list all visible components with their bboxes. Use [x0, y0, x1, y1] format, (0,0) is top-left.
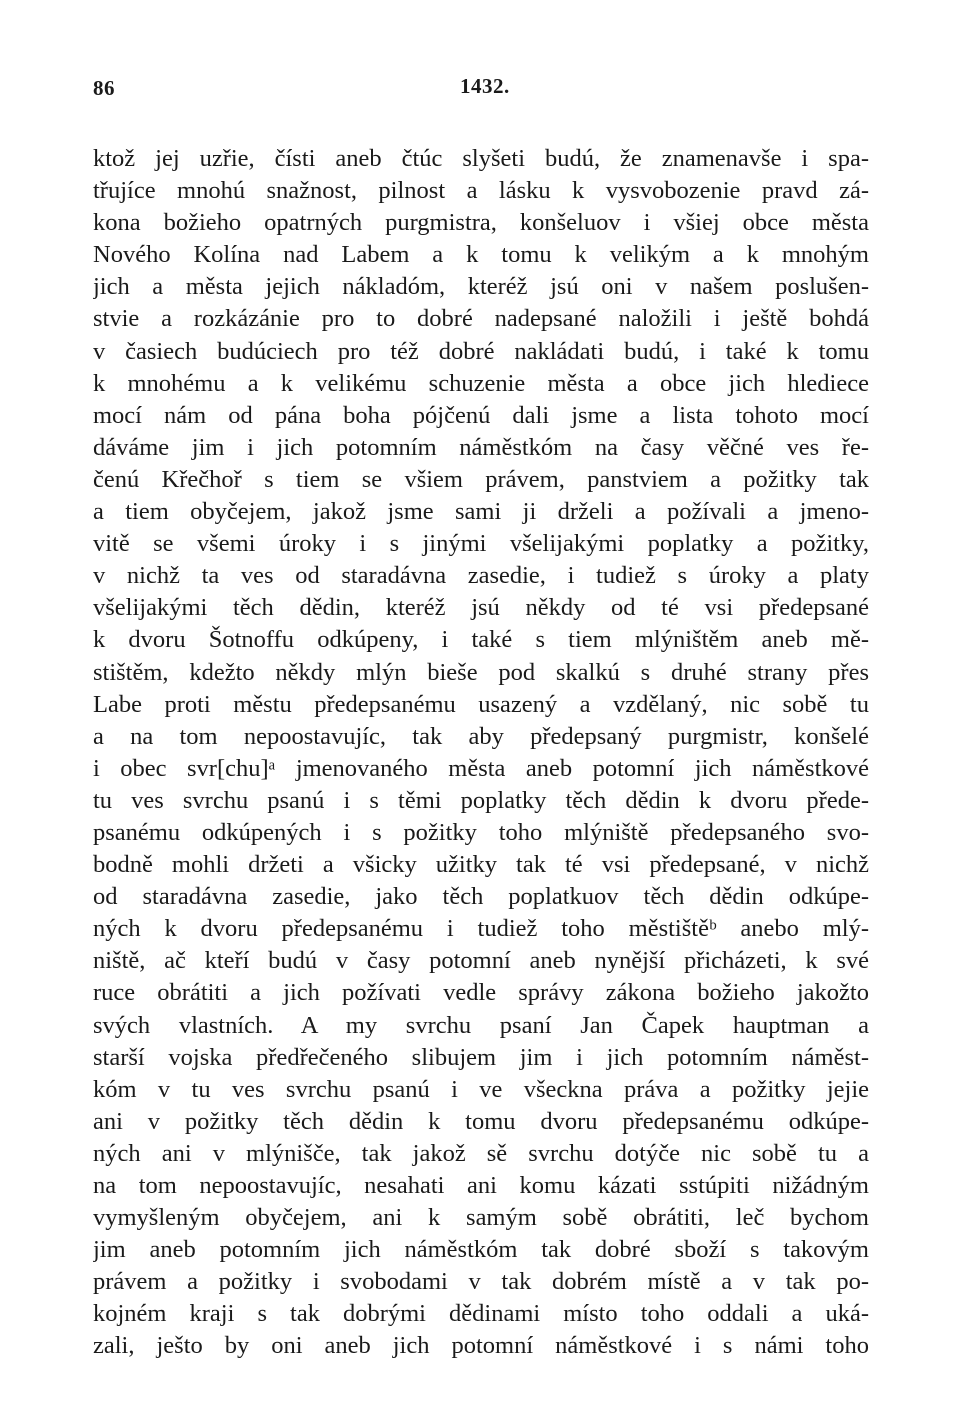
text-line: i obec svr[chu]ᵃ jmenovaného města aneb potomní jich náměstkové — [93, 754, 869, 782]
text-line: stvie a rozkázánie pro to dobré nadepsané naložili i ještě bohdá — [93, 305, 869, 333]
body-text — [93, 143, 869, 1363]
text-line: a na tom nepoostavujíc, tak aby předepsaný purgmistr, konšelé — [93, 722, 869, 750]
text-line: zali, ješto by oni aneb jich potomní náměstkové i s námi toho — [93, 1332, 869, 1360]
text-line: Nového Kolína nad Labem a k tomu k velikým a k mnohým — [93, 241, 869, 269]
text-line: všelijakými těch dědin, kteréž jsú někdy od té vsi předepsané — [93, 594, 869, 622]
text-line: ných k dvoru předepsanému i tudiež toho městištěᵇ anebo mlý- — [93, 915, 869, 943]
text-line: ných ani v mlýnišče, tak jakož sě svrchu dotýče nic sobě tu a — [93, 1139, 869, 1167]
page-number: 86 — [93, 76, 115, 100]
text-line: stištěm, kdežto někdy mlýn bieše pod skalkú s druhé strany přes — [93, 658, 869, 686]
text-line: ani v požitky těch dědin k tomu dvoru předepsanému odkúpe- — [93, 1107, 869, 1135]
text-line: starší vojska předřečeného slibujem jim i jich potomním náměst- — [93, 1043, 869, 1071]
text-line: na tom nepoostavujíc, nesahati ani komu kázati sstúpiti nižádným — [93, 1172, 869, 1199]
text-line: a tiem obyčejem, jakož jsme sami ji drželi a požívali a jmeno- — [93, 498, 869, 526]
text-line: ktož jej uzřie, čísti aneb čtúc slyšeti budú, že znamenavše i spa- — [93, 145, 869, 172]
text-line: dáváme jim i jich potomním náměstkóm na časy věčné ves ře- — [93, 433, 869, 461]
text-line: Labe proti městu předepsanému usazený a vzdělaný, nic sobě tu — [93, 690, 869, 718]
text-line: k dvoru Šotnoffu odkúpeny, i také s tiem mlýništěm aneb mě- — [93, 626, 869, 654]
running-head-year: 1432. — [460, 74, 510, 98]
text-line: v časiech budúciech pro též dobré nakládati budú, i také k tomu — [93, 337, 869, 365]
text-line: niště, ač kteří budú v časy potomní aneb nynější přicházeti, k své — [93, 947, 869, 975]
text-line: jim aneb potomním jich náměstkóm tak dobré sboží s takovým — [93, 1236, 869, 1264]
text-line: kóm v tu ves svrchu psanú i ve všeckna práva a požitky jejie — [93, 1075, 869, 1103]
text-line: jich a města jejich nákladóm, kteréž jsú oni v našem poslušen- — [93, 273, 869, 301]
text-line: kona božieho opatrných purgmistra, konšeluov i všiej obce města — [93, 209, 869, 237]
text-line: v nichž ta ves od staradávna zasedie, i tudiež s úroky a platy — [93, 562, 869, 590]
text-line: bodně mohli držeti a všicky užitky tak té vsi předepsané, v nichž — [93, 851, 869, 879]
text-line: kojném kraji s tak dobrými dědinami místo toho oddali a uká- — [93, 1300, 869, 1328]
text-line: třujíce mnohú snažnost, pilnost a lásku k vysvobozenie pravd zá- — [93, 177, 869, 205]
text-line: vymyšleným obyčejem, ani k samým sobě obrátiti, leč bychom — [93, 1204, 869, 1232]
text-line: svých vlastních. A my svrchu psaní Jan Čapek hauptman a — [93, 1011, 869, 1039]
text-line: právem a požitky i svobodami v tak dobrém místě a v tak po- — [93, 1268, 869, 1296]
text-line: k mnohému a k velikému schuzenie města a obce jich hlediece — [93, 369, 869, 397]
text-line: od staradávna zasedie, jako těch poplatkuov těch dědin odkúpe- — [93, 883, 869, 911]
text-line: mocí nám od pána boha pójčenú dali jsme a lista tohoto mocí — [93, 401, 869, 429]
text-line: čenú Křečhoř s tiem se všiem právem, panstviem a požitky tak — [93, 465, 869, 493]
text-line: psanému odkúpených i s požitky toho mlýniště předepsaného svo- — [93, 818, 869, 846]
text-line: ruce obrátiti a jich požívati vedle správy zákona božieho jakožto — [93, 979, 869, 1007]
text-line: tu ves svrchu psanú i s těmi poplatky těch dědin k dvoru přede- — [93, 786, 869, 814]
text-line: vitě se všemi úroky i s jinými všelijakými poplatky a požitky, — [93, 530, 869, 558]
